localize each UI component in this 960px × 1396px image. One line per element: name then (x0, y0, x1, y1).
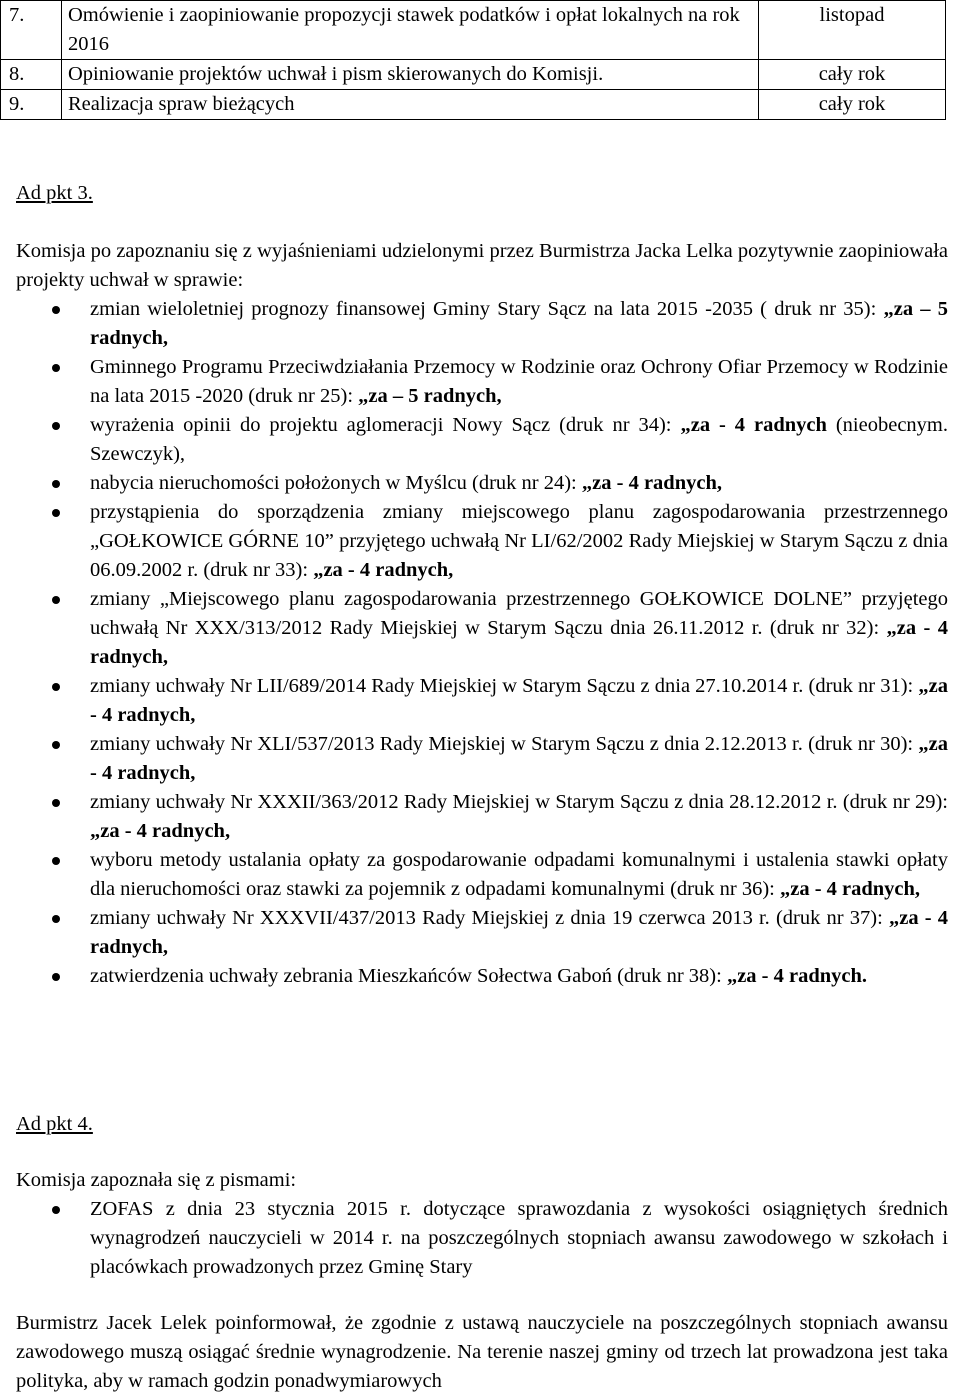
schedule-date: cały rok (759, 90, 946, 120)
schedule-row (1, 1, 946, 60)
vote-result: „za - 4 radnych (680, 414, 827, 436)
schedule-text: Omówienie i zaopiniowanie propozycji stawek podatków i opłat lokalnych na rok 2016 (62, 1, 759, 60)
list-item: ZOFAS z dnia 23 stycznia 2015 r. dotyczące sprawozdania z wysokości osiągniętych średnich wynagrodzeń nauczycieli w 2014 r. na poszczególnych stopniach awansu zawodowego w szkołach i placówkach prowadzonych przez Gminę Stary (16, 1195, 948, 1282)
vote-result: „za - 4 radnych. (726, 965, 868, 987)
pkt3-intro: Komisja po zapoznaniu się z wyjaśnieniami udzielonymi przez Burmistrza Jacka Lelka pozytywnie zaopiniowała projekty uchwał w sprawie: (16, 240, 948, 291)
schedule-number: 9. (1, 90, 62, 120)
bullet-icon (52, 915, 60, 923)
schedule-date: listopad (759, 1, 946, 60)
schedule-text: Realizacja spraw bieżących (62, 90, 759, 120)
pkt4-letter-list (16, 1195, 948, 1282)
schedule-number: 8. (1, 60, 62, 90)
vote-result: „za - 4 radnych, (90, 733, 948, 784)
list-item: zmiany uchwały Nr LII/689/2014 Rady Miejskiej w Starym Sączu z dnia 27.10.2014 r. (druk nr 31): „za - 4 radnych, (16, 672, 948, 730)
bullet-icon (52, 422, 60, 430)
bullet-icon (52, 480, 60, 488)
vote-result: „za - 4 radnych, (90, 820, 231, 842)
bullet-icon (52, 306, 60, 314)
list-item: zmiany uchwały Nr XLI/537/2013 Rady Miejskiej w Starym Sączu z dnia 2.12.2013 r. (druk nr 30): „za - 4 radnych, (16, 730, 948, 788)
list-item: wyrażenia opinii do projektu aglomeracji Nowy Sącz (druk nr 34): „za - 4 radnych (nieobecnym. Szewczyk), (16, 411, 948, 469)
closing-paragraph: Burmistrz Jacek Lelek poinformował, że zgodnie z ustawą nauczyciele na poszczególnych stopniach awansu zawodowego muszą osiągać średnie wynagrodzenie. Na terenie naszej gminy od trzech lat prowadzona jest taka polityka, aby w ramach godzin ponadwymiarowych (16, 1312, 948, 1392)
pkt4-intro: Komisja zapoznała się z pismami: (16, 1169, 297, 1191)
section-heading-pkt3: Ad pkt 3. (16, 182, 93, 204)
schedule-row (1, 90, 946, 120)
list-item: zmian wieloletniej prognozy finansowej Gminy Stary Sącz na lata 2015 -2035 ( druk nr 35): „za – 5 radnych, (16, 295, 948, 353)
schedule-row (1, 60, 946, 90)
schedule-date: cały rok (759, 60, 946, 90)
list-item: zmiany uchwały Nr XXXVII/437/2013 Rady Miejskiej z dnia 19 czerwca 2013 r. (druk nr 37): „za - 4 radnych, (16, 904, 948, 962)
bullet-icon (52, 799, 60, 807)
bullet-icon (52, 973, 60, 981)
section-heading-pkt4: Ad pkt 4. (16, 1113, 93, 1135)
list-item: zmiany „Miejscowego planu zagospodarowania przestrzennego GOŁKOWICE DOLNE” przyjętego uchwałą Nr XXX/313/2012 Rady Miejskiej w Starym Sączu dnia 26.11.2012 r. (druk nr 32): „za - 4 radnych, (16, 585, 948, 672)
bullet-icon (52, 683, 60, 691)
vote-result: „za - 4 radnych, (779, 878, 921, 900)
list-item: zatwierdzenia uchwały zebrania Mieszkańców Sołectwa Gaboń (druk nr 38): „za - 4 radnych. (16, 962, 948, 991)
list-item: zmiany uchwały Nr XXXII/363/2012 Rady Miejskiej w Starym Sączu z dnia 28.12.2012 r. (druk nr 29): „za - 4 radnych, (16, 788, 948, 846)
schedule-text: Opiniowanie projektów uchwał i pism skierowanych do Komisji. (62, 60, 759, 90)
list-item: Gminnego Programu Przeciwdziałania Przemocy w Rodzinie oraz Ochrony Ofiar Przemocy w Rodzinie na lata 2015 -2020 (druk nr 25): „za – 5 radnych, (16, 353, 948, 411)
vote-result: „za - 4 radnych, (90, 907, 948, 958)
vote-result: „za - 4 radnych, (581, 472, 722, 494)
vote-result: „za – 5 radnych, (358, 385, 502, 407)
list-item: przystąpienia do sporządzenia zmiany miejscowego planu zagospodarowania przestrzennego „GOŁKOWICE GÓRNE 10” przyjętego uchwałą Nr LI/62/2002 Rady Miejskiej w Starym Sączu z dnia 06.09.2002 r. (druk nr 33): „za - 4 radnych, (16, 498, 948, 585)
bullet-icon (52, 596, 60, 604)
bullet-icon (52, 509, 60, 517)
vote-result: „za – 5 radnych, (90, 298, 948, 349)
vote-result: „za - 4 radnych, (90, 617, 948, 668)
bullet-icon (52, 364, 60, 372)
list-item: nabycia nieruchomości położonych w Myślcu (druk nr 24): „za - 4 radnych, (16, 469, 948, 498)
list-item: wyboru metody ustalania opłaty za gospodarowanie odpadami komunalnymi i ustalenia stawki opłaty dla nieruchomości oraz stawki za pojemnik z odpadami komunalnymi (druk nr 36): „za - 4 radnych, (16, 846, 948, 904)
schedule-number: 7. (1, 1, 62, 60)
bullet-icon (52, 857, 60, 865)
bullet-icon (52, 741, 60, 749)
bullet-icon (52, 1206, 60, 1214)
vote-result: „za - 4 radnych, (313, 559, 454, 581)
vote-result: „za - 4 radnych, (90, 675, 948, 726)
pkt3-resolution-list (16, 295, 948, 991)
schedule-table (0, 0, 946, 120)
